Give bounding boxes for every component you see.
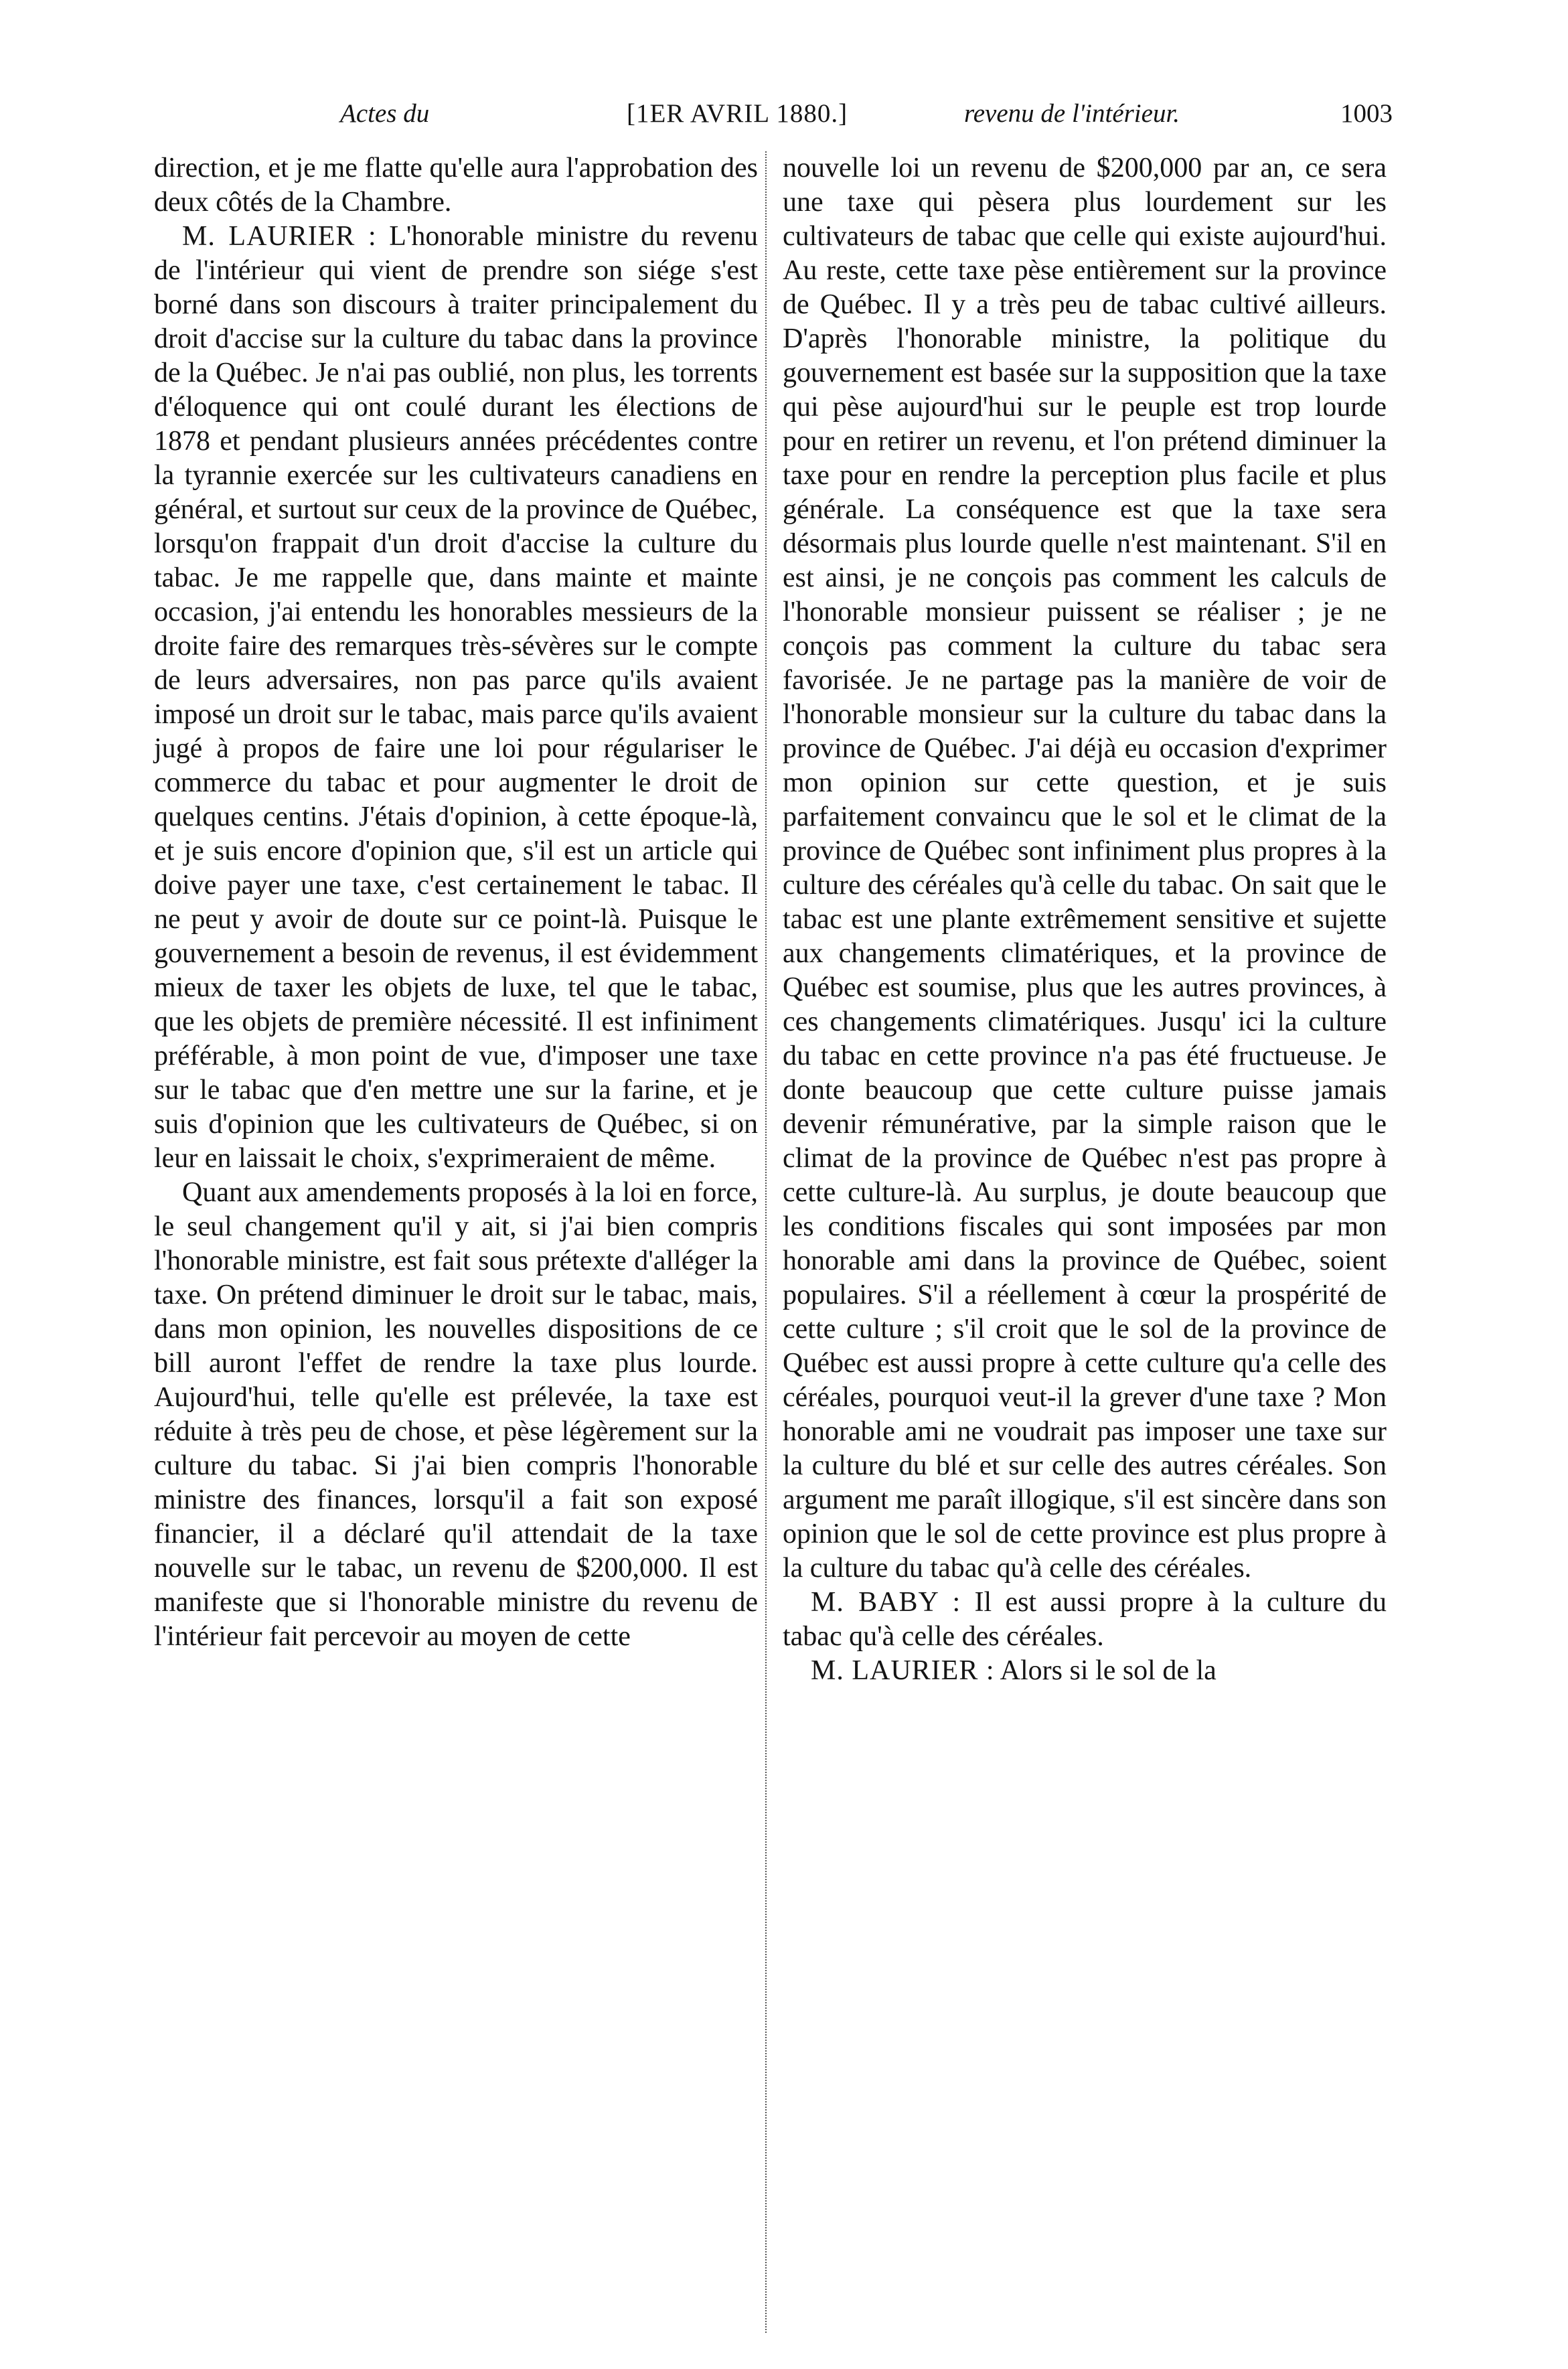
speech-text: Il est aussi propre à la culture du tabac qu'à celle des céréales. <box>783 1587 1387 1652</box>
speaker-name: M. LAURIER : <box>811 1655 995 1686</box>
header-date: [1ER AVRIL 1880.] <box>627 99 848 128</box>
left-column <box>154 151 758 1654</box>
paragraph: nouvelle loi un revenu de $200,000 par an, ce sera une taxe qui pèsera plus lourdement sur les cultivateurs de tabac que celle qui existe aujourd'hui. Au reste, cette taxe pèse entièrement sur la province de Québec. Il y a très peu de tabac cultivé ailleurs. D'après l'honorable ministre, la politique du gouvernement est basée sur la supposition que la taxe qui pèse aujourd'hui sur le peuple est trop lourde pour en retirer un revenu, et l'on prétend diminuer la taxe pour en rendre la perception plus facile et plus générale. La conséquence est que la taxe sera désormais plus lourde quelle n'est maintenant. S'il en est ainsi, je ne conçois pas comment les calculs de l'honorable monsieur puissent se réaliser ; je ne conçois pas comment la culture du tabac sera favorisée. Je ne partage pas la manière de voir de l'honorable monsieur sur la culture du tabac dans la province de Québec. J'ai déjà eu occasion d'exprimer mon opinion sur cette question, et je suis parfaitement convaincu que le sol et le climat de la province de Québec sont infiniment plus propres à la culture des céréales qu'à celle du tabac. On sait que le tabac est une plante extrêmement sensitive et sujette aux changements climatériques, et la province de Québec est soumise, plus que les autres provinces, à ces changements climatériques. Jusqu' ici la culture du tabac en cette province n'a pas été fructueuse. Je donte beaucoup que cette culture puisse jamais devenir rémunérative, par la simple raison que le climat de la province de Québec n'est pas propre à cette culture-là. Au surplus, je doute beaucoup que les conditions fiscales qui sont imposées par mon honorable ami dans la province de Québec, soient populaires. S'il a réellement à cœur la prospérité de cette culture ; s'il croit que le sol de la province de Québec est aussi propre à cette culture qu'a celle des céréales, pourquoi veut-il la grever d'une taxe ? Mon honorable ami ne voudrait pas imposer une taxe sur la culture du blé et sur celle des autres céréales. Son argument me paraît illogique, s'il est sincère dans son opinion que le sol de cette province est plus propre à la culture du tabac qu'à celle des céréales. <box>783 153 1387 1584</box>
running-header <box>340 92 1393 135</box>
speech-text: Alors si le sol de la <box>994 1655 1217 1686</box>
speaker-name: M. LAURIER : <box>182 221 377 252</box>
speaker-name: M. BABY : <box>811 1587 961 1618</box>
speech-text: L'honorable ministre du revenu de l'intérieur qui vient de prendre son siége s'est borné dans son discours à traiter principalement du droit d'accise sur la culture du tabac dans la province de la Québec. Je n'ai pas oublié, non plus, les torrents d'éloquence qui ont coulé durant les élections de 1878 et pendant plusieurs années précédentes contre la tyrannie exercée sur les cultivateurs canadiens en général, et surtout sur ceux de la province de Québec, lorsqu'on frappait d'un droit d'accise la culture du tabac. Je me rappelle que, dans mainte et mainte occasion, j'ai entendu les honorables messieurs de la droite faire des remarques très-sévères sur le compte de leurs adversaires, non pas parce qu'ils avaient imposé un droit sur le tabac, mais parce qu'ils avaient jugé à propos de faire une loi pour régulariser le commerce du tabac et pour augmenter le droit de quelques centins. J'étais d'opinion, à cette époque-là, et je suis encore d'opinion que, s'il est un article qui doive payer une taxe, c'est certainement le tabac. Il ne peut y avoir de doute sur ce point-là. Puisque le gouvernement a besoin de revenus, il est évidemment mieux de taxer les objets de luxe, tel que le tabac, que les objets de première nécessité. Il est infiniment préférable, à mon point de vue, d'imposer une taxe sur le tabac que d'en mettre une sur la farine, et je suis d'opinion que les cultivateurs de Québec, si on leur en laissait le choix, s'exprimeraient de même. <box>154 221 758 1174</box>
paragraph <box>154 220 758 1176</box>
header-left: Actes du <box>340 99 430 128</box>
right-column <box>783 151 1387 1688</box>
column-divider <box>765 151 767 2333</box>
page-number: 1003 <box>1340 99 1393 128</box>
paragraph <box>783 1654 1387 1688</box>
paragraph <box>783 1586 1387 1654</box>
paragraph: direction, et je me flatte qu'elle aura l'approbation des deux côtés de la Chambre. <box>154 153 758 218</box>
paragraph: Quant aux amendements proposés à la loi en force, le seul changement qu'il y ait, si j'ai bien compris l'honorable ministre, est fait sous prétexte d'alléger la taxe. On prétend diminuer le droit sur le tabac, mais, dans mon opinion, les nouvelles dispositions de ce bill auront l'effet de rendre la taxe plus lourde. Aujourd'hui, telle qu'elle est prélevée, la taxe est réduite à très peu de chose, et pèse légèrement sur la culture du tabac. Si j'ai bien compris l'honorable ministre des finances, lorsqu'il a fait son exposé financier, il a déclaré qu'il attendait de la taxe nouvelle sur le tabac, un revenu de $200,000. Il est manifeste que si l'honorable ministre du revenu de l'intérieur fait percevoir au moyen de cette <box>154 1177 758 1652</box>
header-right: revenu de l'intérieur. <box>964 99 1180 128</box>
